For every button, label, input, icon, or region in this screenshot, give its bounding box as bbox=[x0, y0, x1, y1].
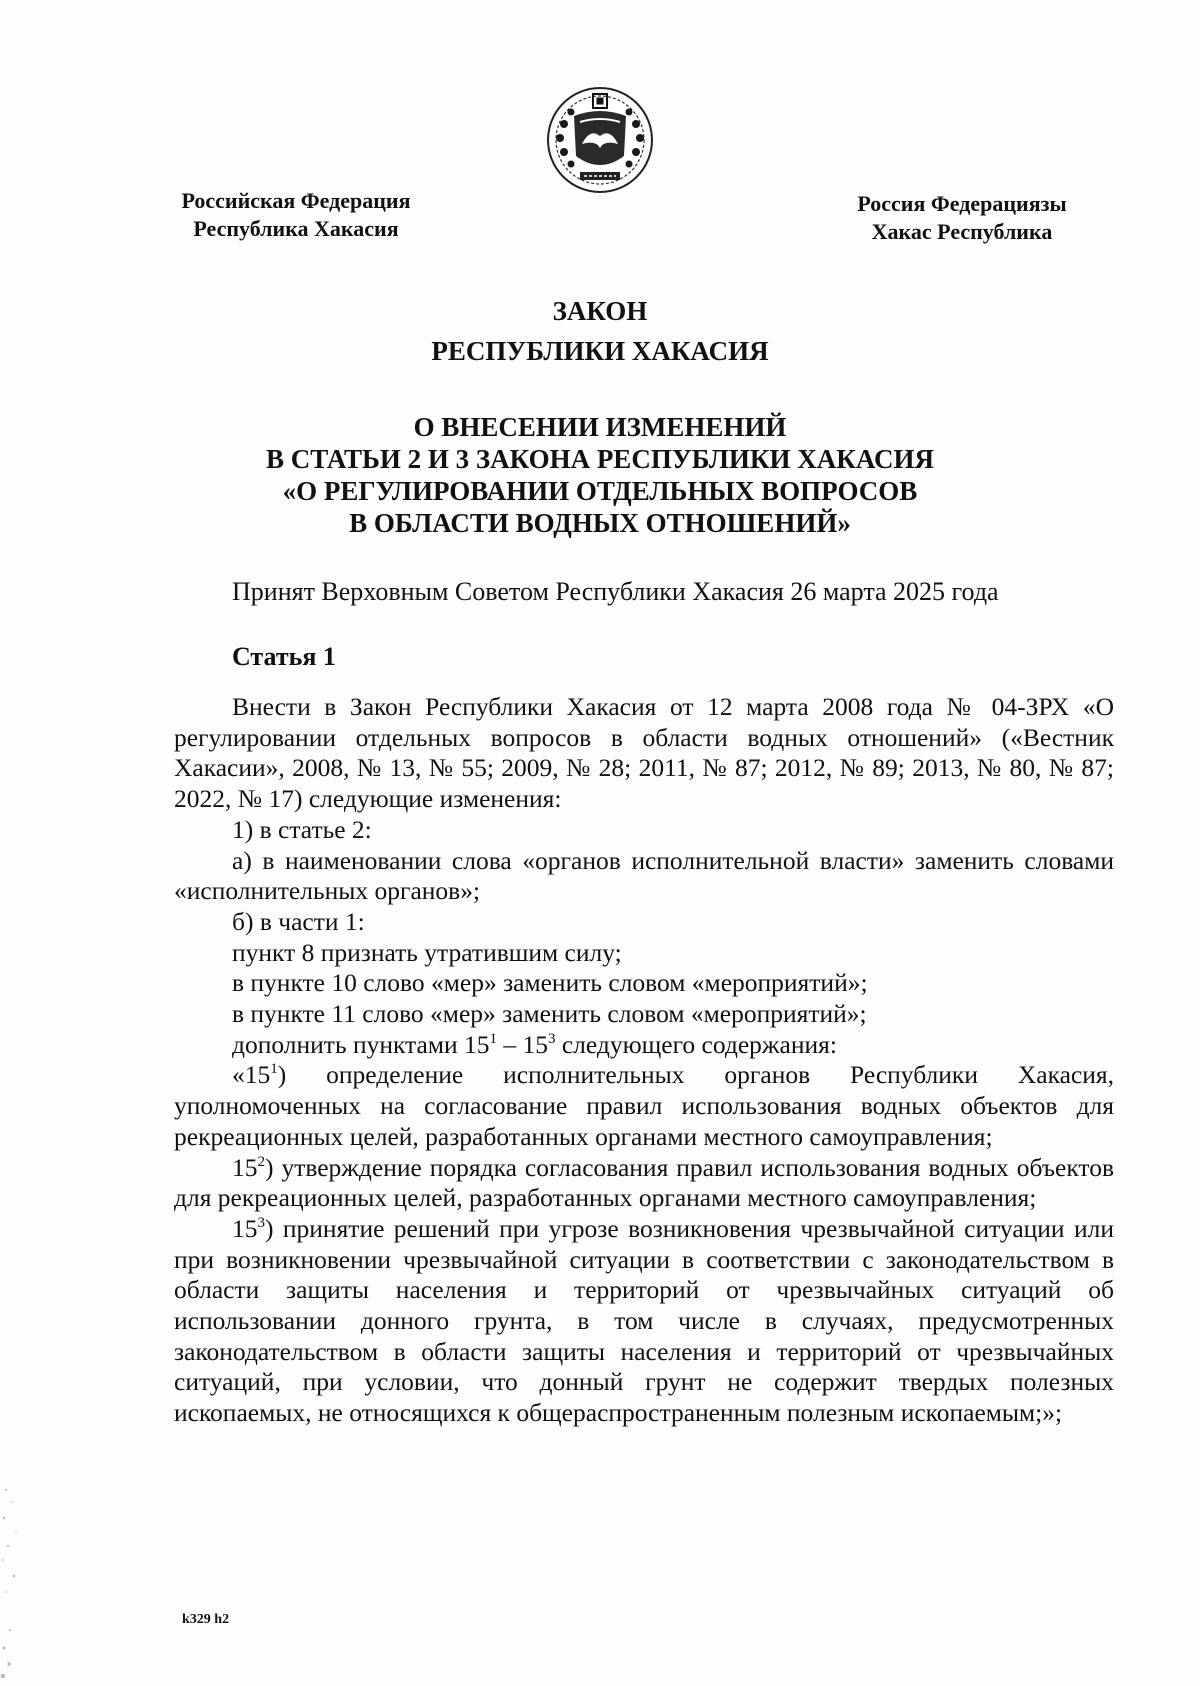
point-15-2-prefix: 15 bbox=[232, 1152, 258, 1182]
header-left-block bbox=[166, 187, 426, 243]
paragraph-intro: Внести в Закон Республики Хакасия от 12 марта 2008 года № 04-ЗРХ «О регулировании отдельных вопросов в области водных отношений» («Вестник Хакасии», 2008, № 13, № 55; 2009, № 28; 2011, № 87; 2012, № 89; 2013, № 80, № 87; 2022, № 17) следующие изменения: bbox=[174, 692, 1114, 814]
paragraph-point-8: пункт 8 признать утратившим силу; bbox=[232, 937, 622, 967]
paragraph-item-1a: а) в наименовании слова «органов исполнительной власти» заменить словами «исполнительных органов»; bbox=[174, 845, 1114, 906]
point-15-3-prefix: 15 bbox=[232, 1213, 258, 1243]
document-code: k329 h2 bbox=[182, 1612, 230, 1627]
header-right-line-2: Хакас Республика bbox=[871, 219, 1053, 244]
paragraph-item-1b: б) в части 1: bbox=[232, 906, 365, 936]
point-15-1-prefix: «15 bbox=[232, 1060, 271, 1090]
coat-of-arms-emblem bbox=[544, 84, 656, 196]
header-left-line-2: Республика Хакасия bbox=[193, 216, 399, 241]
paragraph-point-15-1 bbox=[174, 1060, 1114, 1152]
paragraph-point-11: в пункте 11 слово «мер» заменить словом «мероприятий»; bbox=[232, 999, 867, 1029]
paragraph-add-points bbox=[174, 1030, 1114, 1061]
law-subject-line-1: О ВНЕСЕНИИ ИЗМЕНЕНИЙ bbox=[413, 412, 787, 442]
header-right-block bbox=[832, 190, 1092, 246]
law-subject-line-2: В СТАТЬИ 2 И 3 ЗАКОНА РЕСПУБЛИКИ ХАКАСИЯ bbox=[266, 444, 934, 474]
adoption-statement: Принят Верховным Советом Республики Хакасия 26 марта 2025 года bbox=[232, 577, 999, 606]
point-15-3-sup: 3 bbox=[257, 1214, 265, 1231]
add-points-sup-3: 3 bbox=[547, 1030, 556, 1047]
paragraph-item-1: 1) в статье 2: bbox=[232, 814, 372, 844]
add-points-prefix: дополнить пунктами 15 bbox=[232, 1029, 490, 1059]
paragraph-point-15-2 bbox=[174, 1153, 1114, 1214]
law-title bbox=[160, 291, 1040, 371]
header-right-line-1: Россия Федерациязы bbox=[857, 191, 1067, 216]
header-left-line-1: Российская Федерация bbox=[181, 188, 411, 213]
scan-noise-left bbox=[0, 1480, 24, 1686]
point-15-2-sup: 2 bbox=[257, 1153, 265, 1170]
law-subject bbox=[160, 411, 1040, 539]
point-15-1-text: ) определение исполнительных органов Республики Хакасия, уполномоченных на согласование правил использования водных объектов для рекреационных целей, разработанных органами местного самоуправления; bbox=[174, 1060, 1114, 1151]
article-heading: Статья 1 bbox=[232, 642, 336, 671]
add-points-dash: – 15 bbox=[496, 1029, 548, 1059]
article-body bbox=[174, 692, 1114, 1429]
add-points-suffix: следующего содержания: bbox=[555, 1029, 837, 1059]
point-15-1-sup: 1 bbox=[270, 1061, 278, 1078]
add-points-sup-1: 1 bbox=[489, 1030, 497, 1047]
paragraph-point-15-3 bbox=[174, 1214, 1114, 1429]
law-title-line-2: РЕСПУБЛИКИ ХАКАСИЯ bbox=[431, 336, 769, 366]
point-15-2-text: ) утверждение порядка согласования правил использования водных объектов для рекреационных целей, разработанных органами местного самоуправления; bbox=[174, 1152, 1114, 1213]
law-subject-line-3: «О РЕГУЛИРОВАНИИ ОТДЕЛЬНЫХ ВОПРОСОВ bbox=[282, 476, 918, 506]
law-subject-line-4: В ОБЛАСТИ ВОДНЫХ ОТНОШЕНИЙ» bbox=[349, 508, 851, 538]
paragraph-point-10: в пункте 10 слово «мер» заменить словом «мероприятий»; bbox=[232, 968, 868, 998]
point-15-3-text: ) принятие решений при угрозе возникновения чрезвычайной ситуации или при возникновении чрезвычайной ситуации в соответствии с законодательством в области защиты населения и территорий от чрезвычайных ситуаций об использовании донного грунта, в том числе в случаях, предусмотренных законодательством в области защиты населения и территорий от чрезвычайных ситуаций, при условии, что донный грунт не содержит твердых полезных ископаемых, не относящихся к общераспространенным полезным ископаемым;»; bbox=[174, 1213, 1114, 1428]
law-title-line-1: ЗАКОН bbox=[552, 296, 648, 326]
